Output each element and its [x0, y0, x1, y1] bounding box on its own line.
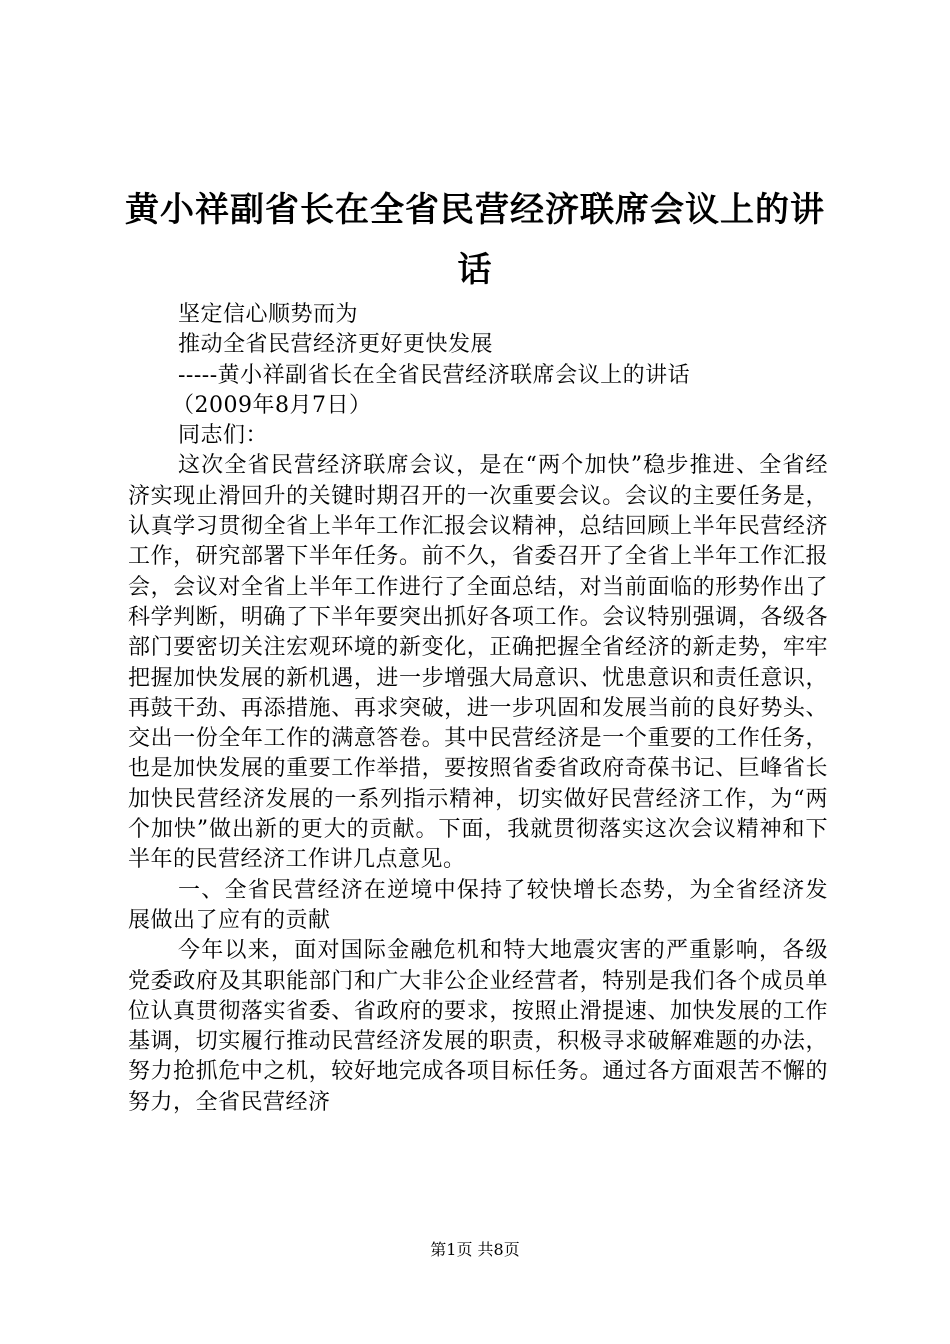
- section-heading-1: 一、全省民营经济在逆境中保持了较快增长态势，为全省经济发展做出了应有的贡献: [128, 877, 828, 933]
- subtitle-line-2: 推动全省民营经济更好更快发展: [178, 332, 494, 358]
- subtitle-line-1: 坚定信心顺势而为: [178, 302, 359, 327]
- byline: -----黄小祥副省长在全省民营经济联席会议上的讲话: [178, 362, 691, 388]
- speech-date: （2009年8月7日）: [172, 392, 372, 418]
- document-body: [128, 300, 828, 1118]
- page-footer: 第1页 共8页: [430, 1240, 520, 1259]
- paragraph-section-1: 今年以来，面对国际金融危机和特大地震灾害的严重影响，各级党委政府及其职能部门和广大非公企业经营者，特别是我们各个成员单位认真贯彻落实省委、省政府的要求，按照止滑提速、加快发展的工作基调，切实履行推动民营经济发展的职责，积极寻求破解难题的办法，努力抢抓危中之机，较好地完成各项目标任务。通过各方面艰苦不懈的努力，全省民营经济: [128, 938, 828, 1115]
- salutation: 同志们：: [178, 423, 269, 449]
- paragraph-intro: 这次全省民营经济联席会议，是在“两个加快”稳步推进、全省经济实现止滑回升的关键时期召开的一次重要会议。会议的主要任务是，认真学习贯彻全省上半年工作汇报会议精神，总结回顾上半年民营经济工作，研究部署下半年任务。前不久，省委召开了全省上半年工作汇报会，会议对全省上半年工作进行了全面总结，对当前面临的形势作出了科学判断，明确了下半年要突出抓好各项工作。会议特别强调，各级各部门要密切关注宏观环境的新变化，正确把握全省经济的新走势，牢牢把握加快发展的新机遇，进一步增强大局意识、忧患意识和责任意识，再鼓干劲、再添措施、再求突破，进一步巩固和发展当前的良好势头、交出一份全年工作的满意答卷。其中民营经济是一个重要的工作任务，也是加快发展的重要工作举措，要按照省委省政府奇葆书记、巨峰省长加快民营经济发展的一系列指示精神，切实做好民营经济工作，为“两个加快”做出新的更大的贡献。下面，我就贯彻落实这次会议精神和下半年的民营经济工作讲几点意见。: [128, 453, 828, 873]
- document-title: 黄小祥副省长在全省民营经济联席会议上的讲话: [125, 190, 825, 290]
